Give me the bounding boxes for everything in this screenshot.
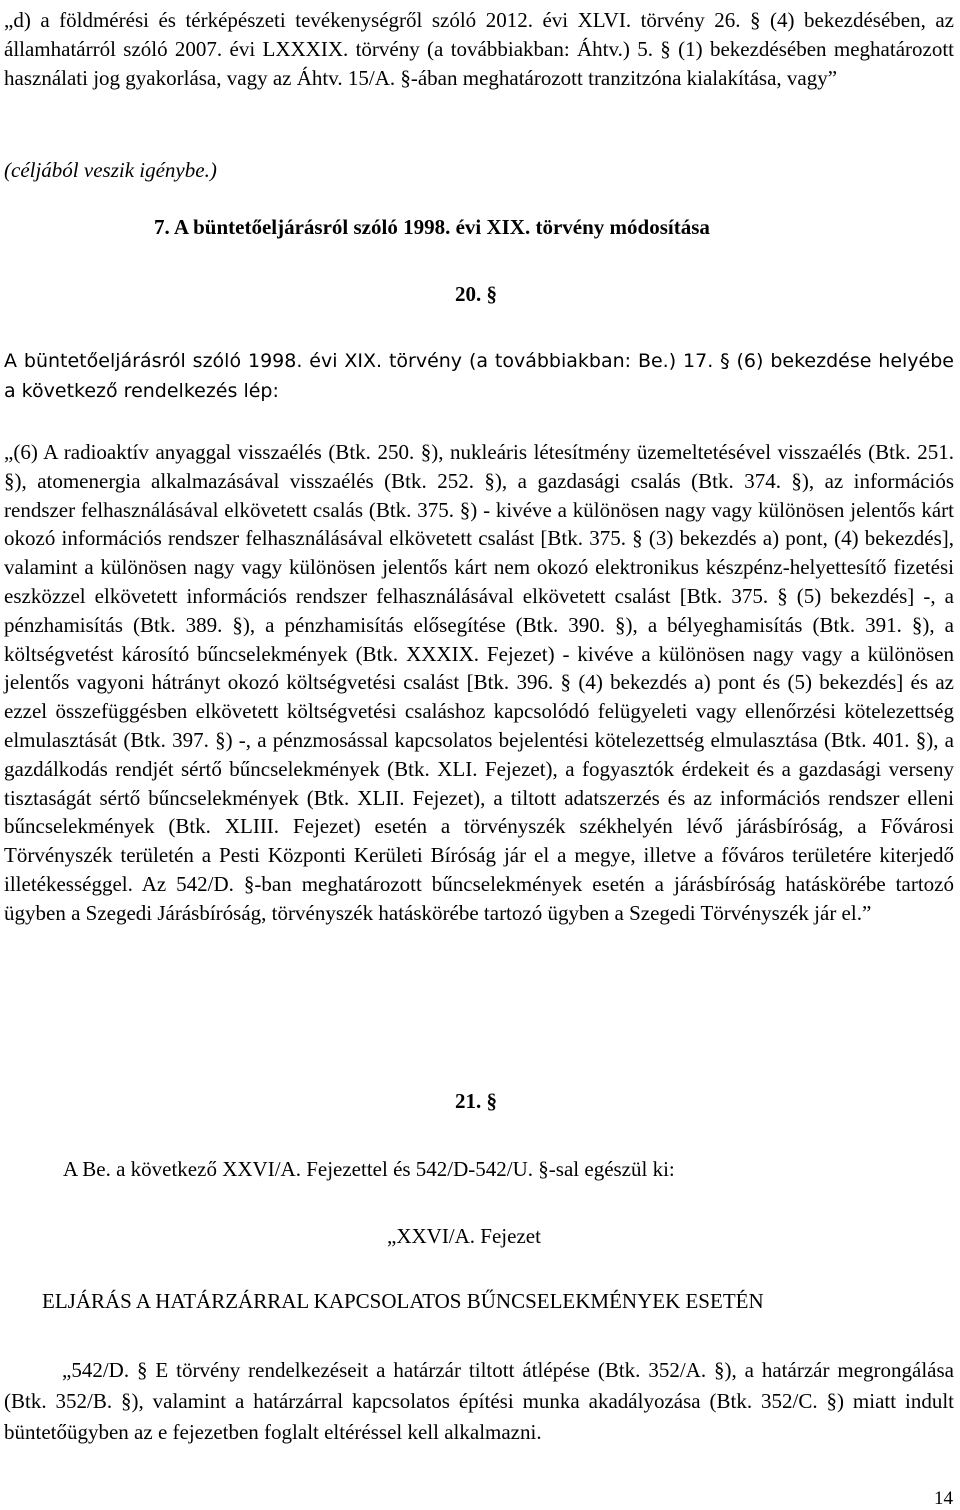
paragraph-542d: „542/D. § E törvény rendelkezéseit a határzár tiltott átlépése (Btk. 352/A. §), a határzár megrongálása (Btk. 352/B. §), valamint a határzárral kapcsolatos építési munka akadályozása (Btk. 352/C. §) miatt indult büntetőügyben az e fejezetben foglalt eltéréssel kell alkalmazni. xyxy=(4,1358,954,1444)
chapter-xxvia-heading: „XXVI/A. Fejezet xyxy=(387,1224,541,1248)
section-21-intro: A Be. a következő XXVI/A. Fejezettel és 542/D-542/U. §-sal egészül ki: xyxy=(63,1157,675,1181)
section-20-heading: 20. § xyxy=(455,282,497,306)
intro-paragraph: „d) a földmérési és térképészeti tevékenységről szóló 2012. évi XLVI. törvény 26. § (4) bekezdésében, az államhatárról szóló 2007. évi LXXXIX. törvény (a továbbiakban: Áhtv.) 5. § (1) bekezdésében meghatározott használati jog gyakorlása, vagy az Áhtv. 15/A. §-ában meghatározott tranzitzóna kialakítása, vagy” xyxy=(4,8,954,90)
chapter-xxvia-title: ELJÁRÁS A HATÁRZÁRRAL KAPCSOLATOS BŰNCSELEKMÉNYEK ESETÉN xyxy=(42,1289,764,1313)
section-21-heading: 21. § xyxy=(455,1089,497,1113)
section-20-quoted-text: „(6) A radioaktív anyaggal visszaélés (Btk. 250. §), nukleáris létesítmény üzemeltetésével visszaélés (Btk. 251. §), atomenergia alkalmazásával visszaélés (Btk. 252. §), a gazdasági csalás (Btk. 374. §), az információs rendszer felhasználásával elkövetett csalás (Btk. 375. §) - kivéve a különösen nagy vagy különösen jelentős kárt okozó információs rendszer felhasználásával elkövetett csalást [Btk. 375. § (3) bekezdés a) pont, (4) bekezdés], valamint a különösen nagy vagy különösen jelentős kárt nem okozó elektronikus készpénz-helyettesítő fizetési eszközzel elkövetett információs rendszer felhasználásával elkövetett csalást [Btk. 375. § (5) bekezdés] -, a pénzhamisítás (Btk. 389. §), a pénzhamisítás elősegítése (Btk. 390. §), a bélyeghamisítás (Btk. 391. §), a költségvetést károsító bűncselekmények (Btk. XXXIX. Fejezet) - kivéve a különösen nagy vagy a különösen jelentős vagyoni hátrányt okozó költségvetési csalást [Btk. 396. § (4) bekezdés a) pont és (5) bekezdés] és az ezzel összefüggésben elkövetett költségvetési csaláshoz kapcsolódó felügyeleti vagy ellenőrzési kötelezettség elmulasztását (Btk. 397. §) -, a pénzmosással kapcsolatos bejelentési kötelezettség elmulasztása (Btk. 401. §), a gazdálkodás rendjét sértő bűncselekmények (Btk. XLI. Fejezet), a fogyasztók érdekeit és a gazdasági verseny tisztaságát sértő bűncselekmények (Btk. XLII. Fejezet), a tiltott adatszerzés és az információs rendszer elleni bűncselekmények (Btk. XLIII. Fejezet) esetén a törvényszék székhelyén lévő járásbíróság, a Fővárosi Törvényszék területén a Pesti Központi Kerületi Bíróság jár el a megye, illetve a főváros területére kiterjedő illetékességgel. Az 542/D. §-ban meghatározott bűncselekmények esetén a járásbíróság hatáskörébe tartozó ügyben a Szegedi Járásbíróság, törvényszék hatáskörébe tartozó ügyben a Szegedi Törvényszék jár el.” xyxy=(4,440,954,925)
section-20-intro: A büntetőeljárásról szóló 1998. évi XIX. törvény (a továbbiakban: Be.) 17. § (6) bekezdése helyébe a következő rendelkezés lép: xyxy=(4,350,954,402)
chapter-title: 7. A büntetőeljárásról szóló 1998. évi XIX. törvény módosítása xyxy=(154,215,710,239)
intro-tail: (céljából veszik igénybe.) xyxy=(4,158,217,182)
page-number: 14 xyxy=(934,1488,953,1509)
